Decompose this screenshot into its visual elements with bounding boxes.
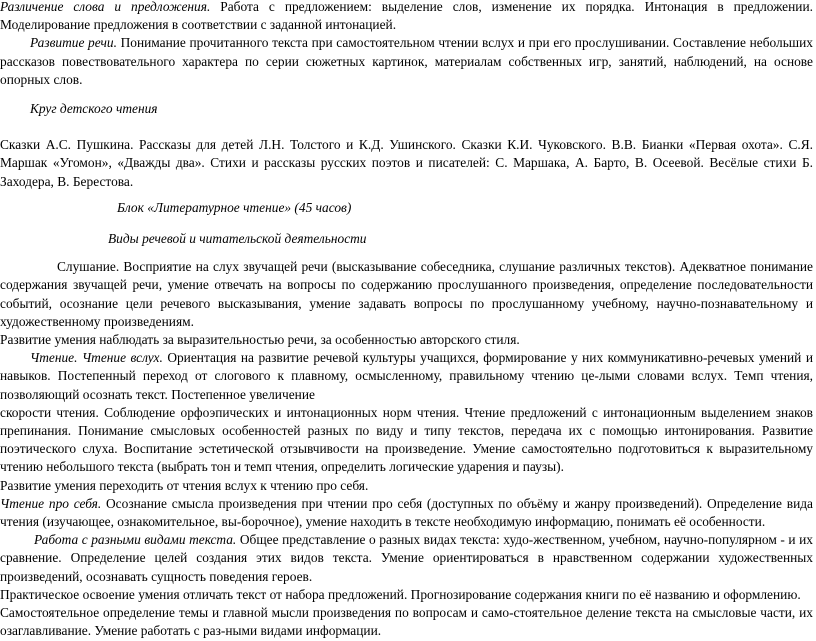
paragraph-lead: Чтение. Чтение вслух. <box>30 350 163 366</box>
paragraph-speech-development <box>0 34 813 89</box>
paragraph-reading-speed: скорости чтения. Соблюдение орфоэпических и интонационных норм чтения. Чтение предложений с интонационным выделением знаков препинания. Понимание смысловых особенностей разных по виду и типу текстов, передача их с помощью интонирования. Развитие поэтического слуха. Воспитание эстетической отзывчивости на произведение. Умение самостоятельно подготовиться к выразительному чтению небольшого текста (выбрать тон и темп чтения, определить логические ударения и паузы). <box>0 404 813 475</box>
paragraph-lead: Развитие речи. <box>30 35 117 51</box>
spacer <box>0 191 813 199</box>
paragraph-reading-list: Сказки А.С. Пушкина. Рассказы для детей Л.Н. Толстого и К.Д. Ушинского. Сказки К.И. Чуковского. В.В. Бианки «Первая охота». С.Я. Маршак «Угомон», «Дважды два». Стихи и рассказы русских поэтов и писателей: С. Маршака, А. Барто, В. Осеевой. Весёлые стихи Б. Заходера, В. Берестова. <box>0 137 813 189</box>
paragraph-text-types <box>0 531 813 586</box>
paragraph-expressiveness: Развитие умения наблюдать за выразительностью речи, за особенностью авторского стиля. <box>0 332 520 348</box>
spacer <box>0 89 813 100</box>
spacer <box>0 217 813 230</box>
paragraph-lead: Работа с разными видами текста. <box>34 532 237 548</box>
heading-children-reading: Круг детского чтения <box>30 101 158 117</box>
paragraph-text: Ориентация на развитие речевой культуры учащихся, формирование у них коммуникативно-речевых умений и навыков. Постепенный переход от слогового к плавному, осмысленному, правильному чтению це-лыми словами вслух. Темп чтения, позволяющий осознать текст. Постепенное увеличение <box>0 350 813 402</box>
spacer <box>0 248 813 258</box>
paragraph-reading-aloud <box>0 349 813 404</box>
paragraph-lead: Чтение про себя. <box>0 495 102 511</box>
heading-activity-types: Виды речевой и читательской деятельности <box>108 231 367 247</box>
paragraph-text: Работа с предложением: выделение слов, изменение их порядка. Интонация в предложении. Моделирование предложения в соответствии с заданной интонацией. <box>0 0 813 33</box>
paragraph-sentence-distinction <box>0 0 813 34</box>
paragraph-text: Общее представление о разных видах текста: худо-жественном, учебном, научно-популярном - и их сравнение. Определение целей создания этих видов текста. Умение ориентироваться в нравственном содержании художественных произведений, осознавать сущность поведения героев. <box>0 532 813 584</box>
paragraph-theme-definition: Самостоятельное определение темы и главной мысли произведения по вопросам и само-стоятельное деление текста на смысловые части, их озаглавливание. Умение работать с раз-ными видами информации. <box>0 605 813 639</box>
heading-literary-block: Блок «Литературное чтение» (45 часов) <box>117 199 352 215</box>
paragraph-practical-skills: Практическое освоение умения отличать текст от набора предложений. Прогнозирование содержания книги по её названию и оформлению. <box>0 586 801 602</box>
spacer <box>0 118 813 136</box>
paragraph-text: Понимание прочитанного текста при самостоятельном чтении вслух и при его прослушивании. Составление небольших рассказов повествовательного характера по серии сюжетных картинок, материалам собственных игр, занятий, наблюдений, на основе опорных слов. <box>0 35 813 87</box>
paragraph-lead: Различение слова и предложения. <box>0 0 211 14</box>
paragraph-silent-transition: Развитие умения переходить от чтения вслух к чтению про себя. <box>0 477 369 493</box>
paragraph-listening: Слушание. Восприятие на слух звучащей речи (высказывание собеседника, слушание различных текстов). Адекватное понимание содержания звучащей речи, умение отвечать на вопросы по содержанию прослушанного произведения, определение последовательности событий, осознание цели речевого высказывания, умение задавать вопросы по прослушанному учебному, научно-познавательному и художественному произведениям. <box>0 259 813 329</box>
paragraph-text: Осознание смысла произведения при чтении про себя (доступных по объёму и жанру произведений). Определение вида чтения (изучающее, ознакомительное, вы-борочное), умение находить в тексте необходимую информацию, понимать её особенности. <box>0 495 813 530</box>
paragraph-silent-reading <box>0 495 813 531</box>
